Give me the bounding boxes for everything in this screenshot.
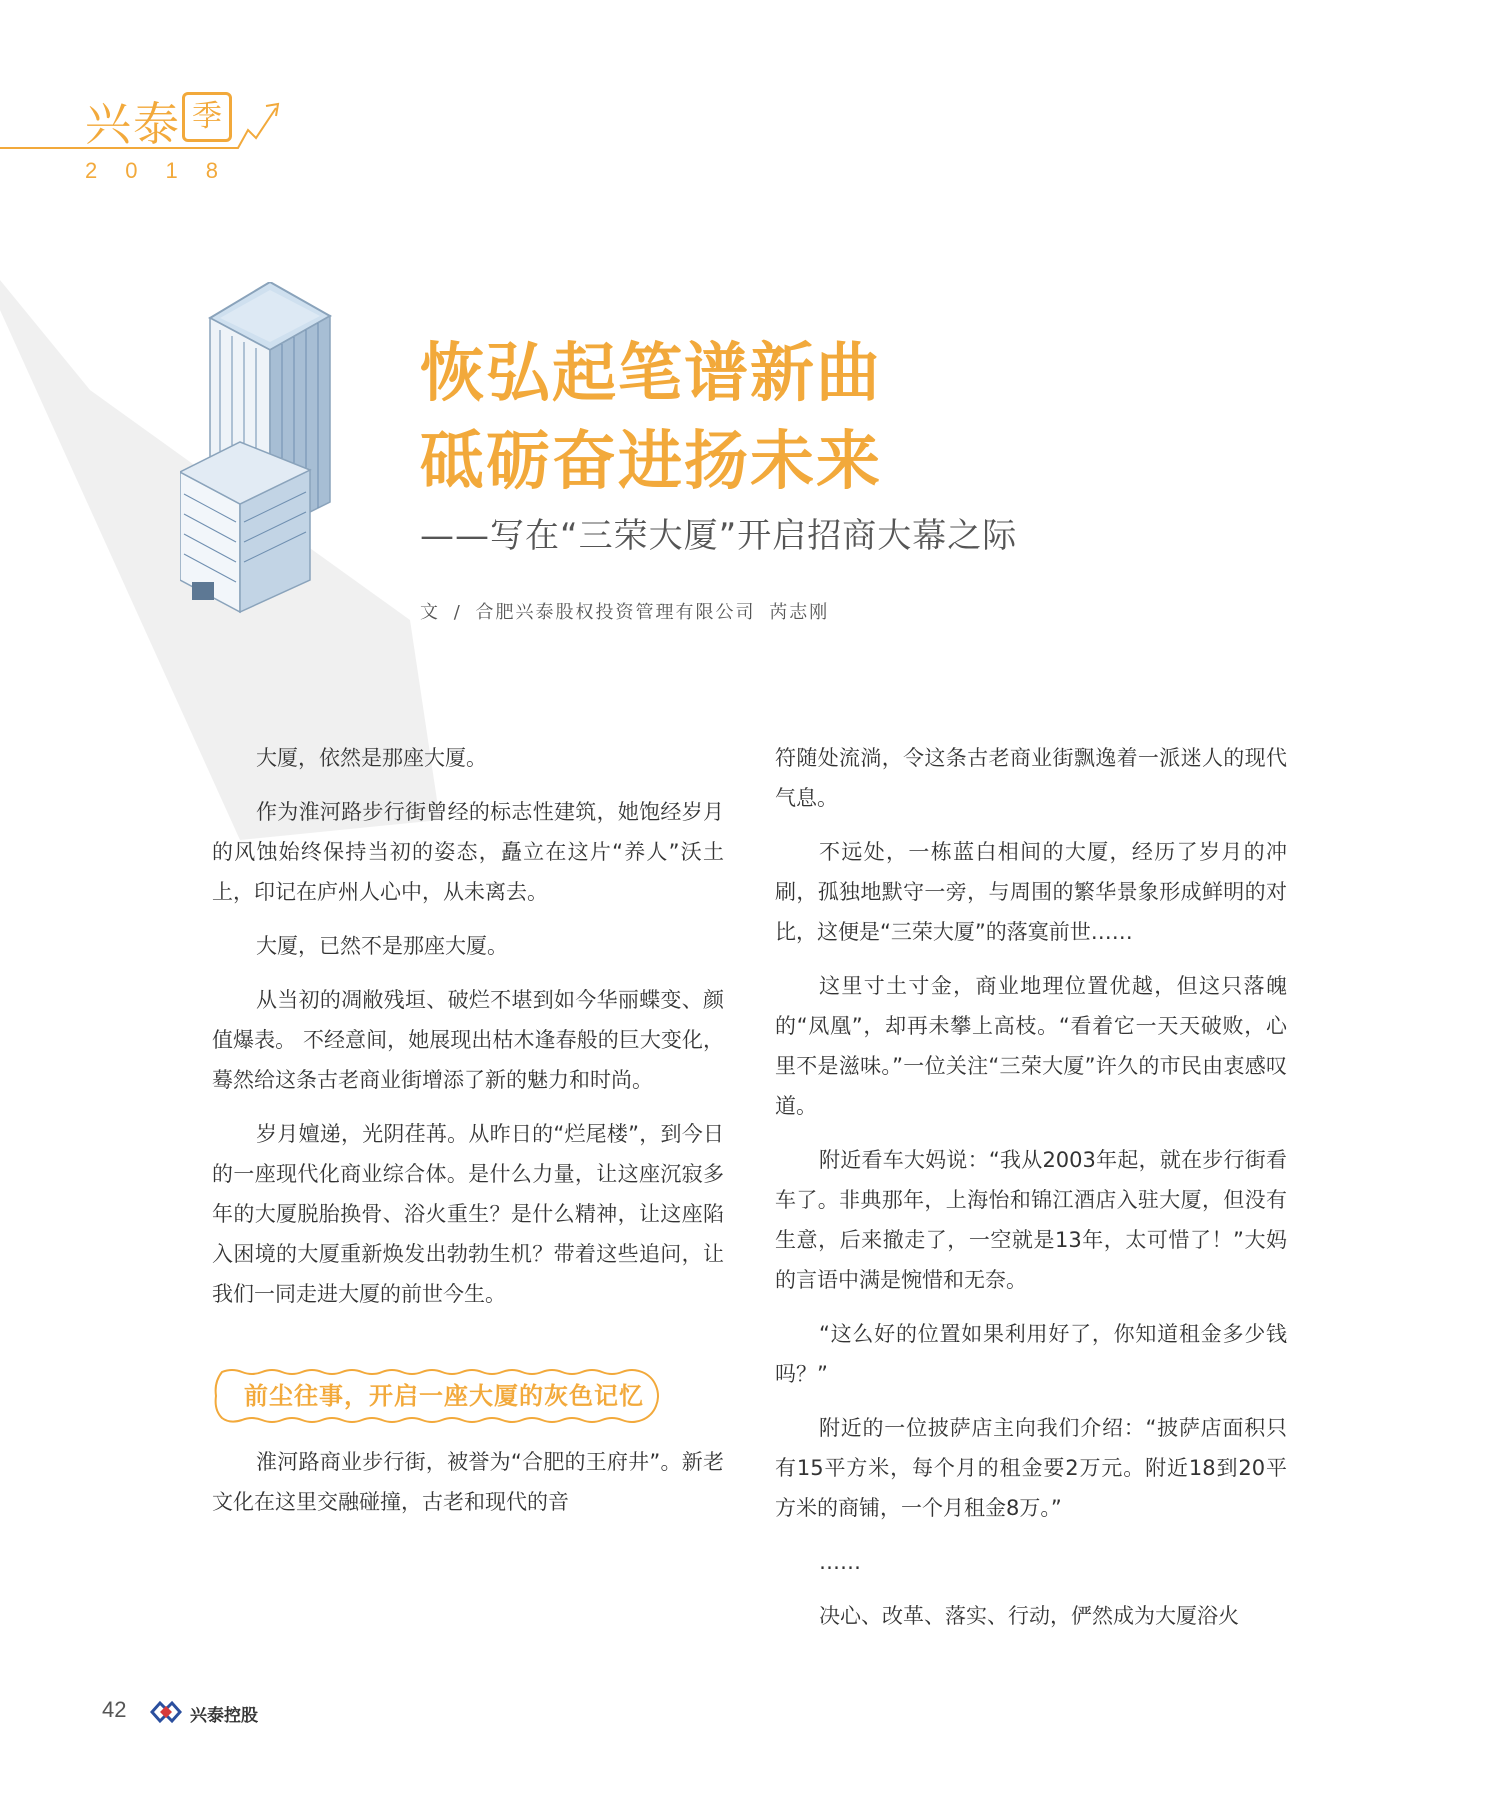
paragraph: 岁月嬗递，光阴荏苒。从昨日的“烂尾楼”，到今日的一座现代化商业综合体。是什么力量，让这座沉寂多年的大厦脱胎换骨、浴火重生？是什么精神，让这座陷入困境的大厦重新焕发出勃勃生机？带着这些追问，让我们一同走进大厦的前世今生。 — [212, 1122, 724, 1306]
paragraph: 符随处流淌，令这条古老商业街飘逸着一派迷人的现代气息。 — [775, 746, 1287, 810]
paragraph: 大厦，依然是那座大厦。 — [256, 746, 487, 770]
paragraph: 决心、改革、落实、行动，俨然成为大厦浴火 — [819, 1604, 1239, 1628]
article-title-line2: 砥砺奋进扬未来 — [420, 425, 882, 499]
article-subtitle: ——写在“三荣大厦”开启招商大幕之际 — [420, 516, 1018, 556]
paragraph: 不远处，一栋蓝白相间的大厦，经历了岁月的冲刷，孤独地默守一旁，与周围的繁华景象形成鲜明的对比，这便是“三荣大厦”的落寞前世…… — [775, 840, 1287, 944]
building-illustration-icon — [180, 282, 360, 652]
brand-seal-icon: 季 — [182, 92, 232, 142]
byline-prefix: 文 — [420, 602, 440, 623]
paragraph: “这么好的位置如果利用好了，你知道租金多少钱吗？” — [775, 1322, 1287, 1386]
paragraph: 附近看车大妈说：“我从2003年起，就在步行街看车了。非典那年，上海怡和锦江酒店入驻大厦，但没有生意，后来撤走了，一空就是13年，太可惜了！”大妈的言语中满是惋惜和无奈。 — [775, 1148, 1287, 1292]
paragraph: 大厦，已然不是那座大厦。 — [256, 934, 508, 958]
article-title — [420, 330, 1320, 506]
article-title-line1: 恢弘起笔谱新曲 — [420, 337, 882, 411]
section-heading-text: 前尘往事，开启一座大厦的灰色记忆 — [244, 1382, 644, 1410]
article-byline — [420, 598, 835, 624]
paragraph: 附近的一位披萨店主向我们介绍：“披萨店面积只有15平方米，每个月的租金要2万元。附近18到20平方米的商铺，一个月租金8万。” — [775, 1416, 1287, 1520]
brand-name: 兴泰 — [85, 97, 181, 151]
paragraph: …… — [819, 1550, 861, 1574]
company-name: 兴泰控股 — [190, 1706, 258, 1726]
page-number: 42 — [102, 1697, 127, 1722]
section-heading — [212, 1368, 660, 1424]
paragraph: 作为淮河路步行街曾经的标志性建筑，她饱经岁月的风蚀始终保持当初的姿态，矗立在这片“养人”沃土上，印记在庐州人心中，从未离去。 — [212, 800, 724, 904]
paragraph: 淮河路商业步行街，被誉为“合肥的王府井”。新老文化在这里交融碰撞，古老和现代的音 — [212, 1450, 724, 1514]
left-column — [212, 738, 724, 1536]
byline-author: 芮志刚 — [769, 602, 830, 623]
magazine-header — [0, 0, 400, 200]
paragraph: 从当初的凋敝残垣、破烂不堪到如今华丽蝶变、颜值爆表。 不经意间，她展现出枯木逢春般的巨大变化，蓦然给这条古老商业街增添了新的魅力和时尚。 — [212, 988, 724, 1092]
issue-year: 2018 — [85, 158, 246, 183]
paragraph: 这里寸土寸金，商业地理位置优越，但这只落魄的“凤凰”，却再未攀上高枝。“看着它一天天破败，心里不是滋味。”一位关注“三荣大厦”许久的市民由衷感叹道。 — [775, 974, 1287, 1118]
company-logo-icon — [150, 1699, 182, 1725]
byline-organization: 合肥兴泰股权投资管理有限公司 — [475, 602, 756, 623]
right-column — [775, 738, 1287, 1650]
byline-separator: / — [453, 602, 462, 623]
